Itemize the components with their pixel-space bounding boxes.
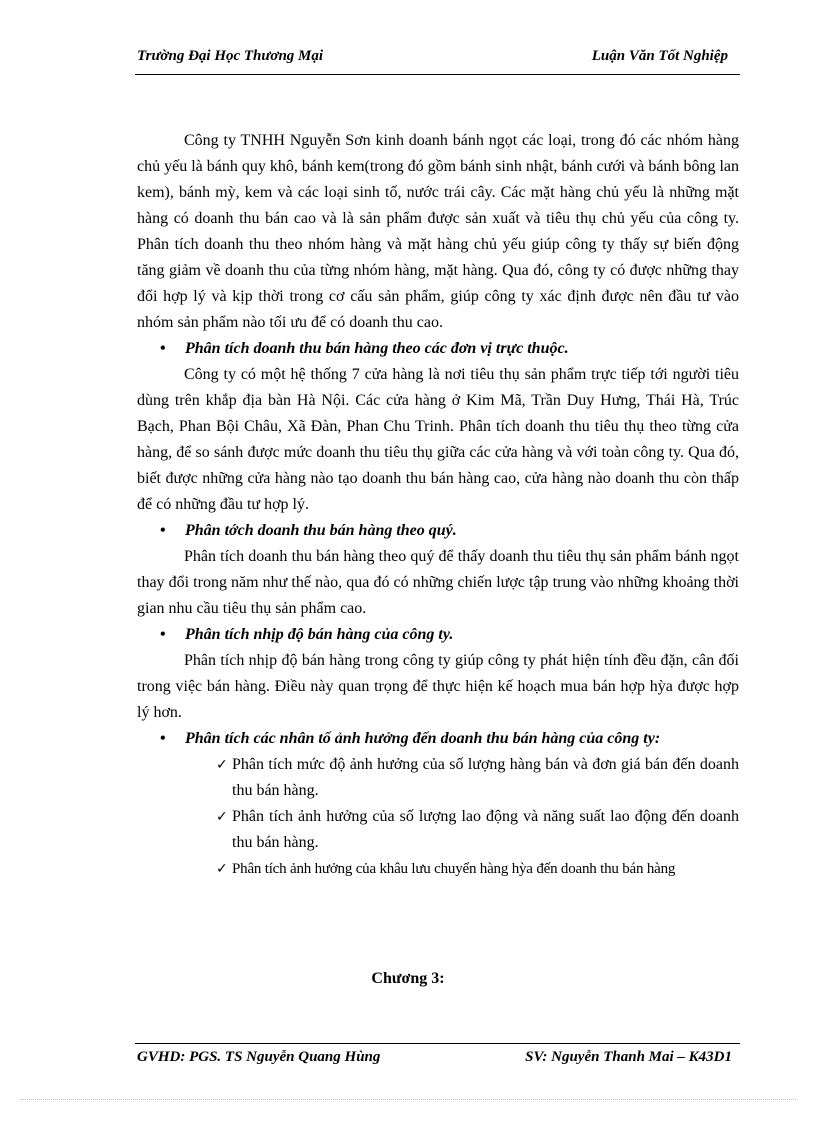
header-school-name: Trường Đại Học Thương Mại xyxy=(137,48,324,64)
bullet-dot-icon: • xyxy=(160,730,166,747)
checkmark-icon: ✓ xyxy=(216,861,228,877)
footer-student: SV: Nguyễn Thanh Mai – K43D1 xyxy=(525,1049,732,1065)
page-break-divider xyxy=(20,1099,796,1100)
checkmark-icon: ✓ xyxy=(216,809,228,825)
bullet-heading-factors xyxy=(137,726,739,752)
bullet-heading-text: Phân tích nhịp độ bán hàng của công ty. xyxy=(185,626,454,643)
bullet-heading-pace xyxy=(137,622,739,648)
checklist-item-text: Phân tích ảnh hưởng của số lượng lao động và năng suất lao động đến doanh thu bán hàng. xyxy=(232,808,739,851)
checklist-item-text: Phân tích ảnh hưởng của khâu lưu chuyển hàng hỳa đến doanh thu bán hàng xyxy=(232,861,676,877)
checklist-item xyxy=(216,752,739,804)
paragraph-units: Công ty có một hệ thống 7 cửa hàng là nơi tiêu thụ sản phẩm trực tiếp tới người tiêu dùng trên khắp địa bàn Hà Nội. Các cửa hàng ở Kim Mã, Trần Duy Hưng, Thái Hà, Trúc Bạch, Phan Bội Châu, Xã Đàn, Phan Chu Trinh. Phân tích doanh thu tiêu thụ theo từng cửa hàng, để so sánh được mức doanh thu tiêu thụ giữa các cửa hàng và với toàn công ty. Qua đó, biết được những cửa hàng nào tạo doanh thu bán hàng cao, cửa hàng nào doanh thu còn thấp để có những đầu tư hợp lý. xyxy=(137,366,739,513)
bullet-dot-icon: • xyxy=(160,626,166,643)
checklist-item-text: Phân tích mức độ ảnh hưởng của số lượng hàng bán và đơn giá bán đến doanh thu bán hàng. xyxy=(232,756,739,799)
page-footer xyxy=(135,1043,740,1070)
bullet-dot-icon: • xyxy=(160,340,166,357)
footer-advisor: GVHD: PGS. TS Nguyễn Quang Hùng xyxy=(137,1049,381,1065)
checklist-item xyxy=(216,804,739,856)
checklist-item xyxy=(216,856,739,882)
paragraph-quarter: Phân tích doanh thu bán hàng theo quý để thấy doanh thu tiêu thụ sản phẩm bánh ngọt thay đổi trong năm như thế nào, qua đó có những chiến lược tập trung vào những khoảng thời gian nhu cầu tiêu thụ sản phẩm cao. xyxy=(137,548,739,617)
paragraph-pace: Phân tích nhịp độ bán hàng trong công ty giúp công ty phát hiện tính đều đặn, cân đối trong việc bán hàng. Điều này quan trọng để thực hiện kế hoạch mua bán hợp hỳa được hợp lý hơn. xyxy=(137,652,739,721)
header-document-type: Luận Văn Tốt Nghiệp xyxy=(591,48,728,64)
factor-checklist xyxy=(137,752,739,882)
bullet-heading-text: Phân tớch doanh thu bán hàng theo quý. xyxy=(185,522,457,539)
document-body xyxy=(137,128,739,882)
bullet-heading-text: Phân tích doanh thu bán hàng theo các đơn vị trực thuộc. xyxy=(185,340,569,357)
bullet-heading-quarter xyxy=(137,518,739,544)
bullet-heading-text: Phân tích các nhân tố ảnh hưởng đến doanh thu bán hàng của công ty: xyxy=(185,730,661,747)
chapter-heading: Chương 3: xyxy=(371,970,445,987)
bullet-heading-units xyxy=(137,336,739,362)
checkmark-icon: ✓ xyxy=(216,757,228,773)
page-header xyxy=(135,48,740,75)
intro-paragraph: Công ty TNHH Nguyễn Sơn kinh doanh bánh ngọt các loại, trong đó các nhóm hàng chủ yếu là bánh quy khô, bánh kem(trong đó gồm bánh sinh nhật, bánh cưới và bánh bông lan kem), bánh mỳ, kem và các loại sinh tố, nước trái cây. Các mặt hàng chủ yếu là những mặt hàng có doanh thu bán cao và là sản phẩm được sản xuất và tiêu thụ chủ yếu của công ty. Phân tích doanh thu theo nhóm hàng và mặt hàng chủ yếu giúp công ty thấy sự biến động tăng giảm về doanh thu của từng nhóm hàng, mặt hàng. Qua đó, công ty có được những thay đổi hợp lý và kịp thời trong cơ cấu sản phẩm, giúp công ty xác định được nên đầu tư vào nhóm sản phẩm nào tối ưu để có doanh thu cao. xyxy=(137,132,739,331)
bullet-dot-icon: • xyxy=(160,522,166,539)
